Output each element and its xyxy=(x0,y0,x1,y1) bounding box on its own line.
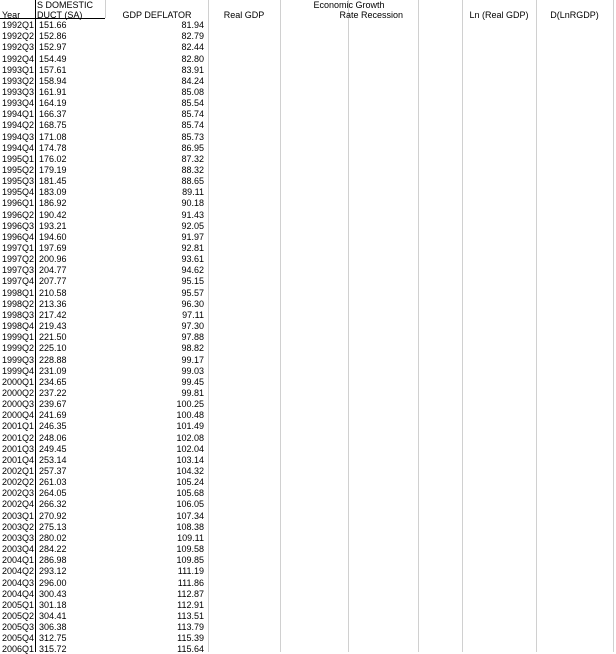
cell-gdp[interactable]: 152.86 xyxy=(39,31,67,42)
cell-gdp-deflator[interactable]: 113.79 xyxy=(177,622,204,633)
cell-gdp-deflator[interactable]: 102.08 xyxy=(176,432,204,443)
cell-gdp[interactable]: 200.96 xyxy=(39,254,67,265)
cell-year[interactable]: 1992Q3 xyxy=(2,42,35,53)
cell-gdp-deflator[interactable]: 99.03 xyxy=(181,365,204,376)
cell-year[interactable]: 1998Q3 xyxy=(2,309,35,320)
header-growth-line2[interactable]: Rate xyxy=(339,10,359,20)
column-border xyxy=(536,0,537,652)
cell-year[interactable]: 1996Q1 xyxy=(2,198,35,209)
cell-gdp-deflator[interactable]: 102.04 xyxy=(176,443,204,454)
cell-gdp-deflator[interactable]: 85.08 xyxy=(181,86,204,97)
cell-year[interactable]: 2004Q2 xyxy=(2,566,35,577)
column-border xyxy=(418,0,419,652)
cell-gdp[interactable]: 293.12 xyxy=(39,566,67,577)
cell-gdp-deflator[interactable]: 97.11 xyxy=(182,309,204,320)
cell-gdp-deflator[interactable]: 105.24 xyxy=(176,477,204,488)
cell-gdp-deflator[interactable]: 99.45 xyxy=(181,376,204,387)
cell-gdp-deflator[interactable]: 85.54 xyxy=(181,98,204,108)
cell-year[interactable]: 1996Q2 xyxy=(2,209,35,220)
header-gdp-line2[interactable]: DUCT (SA) xyxy=(37,10,83,20)
cell-year[interactable]: 1994Q2 xyxy=(2,120,35,131)
column-border xyxy=(348,0,349,652)
cell-gdp-deflator[interactable]: 109.11 xyxy=(177,532,204,543)
cell-gdp-deflator[interactable]: 113.51 xyxy=(177,611,204,621)
cell-gdp[interactable]: 158.94 xyxy=(39,75,67,86)
cell-gdp-deflator[interactable]: 88.32 xyxy=(181,165,204,175)
cell-year[interactable]: 2003Q4 xyxy=(2,544,35,555)
cell-year[interactable]: 1993Q3 xyxy=(2,86,35,97)
cell-year[interactable]: 2002Q4 xyxy=(2,499,35,510)
cell-year[interactable]: 1996Q3 xyxy=(2,220,35,231)
cell-year[interactable]: 2002Q1 xyxy=(2,466,35,476)
column-border xyxy=(613,0,614,652)
cell-gdp-deflator[interactable]: 101.49 xyxy=(176,421,204,432)
cell-gdp[interactable]: 161.91 xyxy=(39,86,67,97)
cell-gdp[interactable]: 300.43 xyxy=(39,588,67,599)
header-recession[interactable]: Recession xyxy=(360,10,404,20)
header-ln-real-gdp[interactable]: Ln (Real GDP) xyxy=(469,10,529,20)
header-growth-line1[interactable]: Economic Growth xyxy=(313,0,385,10)
cell-gdp-deflator[interactable]: 85.73 xyxy=(181,131,204,142)
cell-year[interactable]: 1998Q4 xyxy=(2,321,35,332)
cell-gdp[interactable]: 306.38 xyxy=(39,622,67,633)
cell-year[interactable]: 1995Q2 xyxy=(2,165,35,175)
column-border xyxy=(208,0,209,652)
cell-gdp-deflator[interactable]: 94.62 xyxy=(181,265,204,276)
cell-gdp[interactable]: 179.19 xyxy=(39,165,67,175)
cell-gdp[interactable]: 286.98 xyxy=(39,555,67,566)
cell-gdp-deflator[interactable]: 84.24 xyxy=(181,75,204,86)
cell-gdp[interactable]: 246.35 xyxy=(39,421,67,432)
cell-year[interactable]: 2000Q4 xyxy=(2,410,35,421)
cell-year[interactable]: 1994Q4 xyxy=(2,142,35,153)
cell-gdp-deflator[interactable]: 115.39 xyxy=(177,633,204,644)
cell-gdp-deflator[interactable]: 99.81 xyxy=(181,387,204,398)
cell-year[interactable]: 1997Q1 xyxy=(2,243,35,253)
cell-year[interactable]: 1992Q4 xyxy=(2,53,35,64)
cell-gdp[interactable]: 253.14 xyxy=(39,454,67,465)
cell-gdp-deflator[interactable]: 85.74 xyxy=(181,120,204,131)
cell-year[interactable]: 1999Q3 xyxy=(2,354,35,365)
cell-year[interactable]: 1995Q1 xyxy=(2,153,35,164)
column-border xyxy=(462,0,463,652)
cell-year[interactable]: 2003Q1 xyxy=(2,510,35,521)
cell-year[interactable]: 1999Q4 xyxy=(2,365,35,376)
header-gdp-deflator[interactable]: GDP DEFLATOR xyxy=(122,10,192,20)
cell-gdp-deflator[interactable]: 93.61 xyxy=(181,254,204,265)
cell-gdp-deflator[interactable]: 87.32 xyxy=(181,153,204,164)
cell-gdp[interactable]: 152.97 xyxy=(39,42,67,53)
cell-gdp-deflator[interactable]: 82.80 xyxy=(181,53,204,64)
cell-gdp[interactable]: 174.78 xyxy=(39,142,67,153)
cell-gdp[interactable]: 257.37 xyxy=(39,466,67,476)
cell-year[interactable]: 2000Q1 xyxy=(2,376,35,387)
cell-year[interactable]: 2005Q1 xyxy=(2,599,35,610)
cell-gdp-deflator[interactable]: 92.05 xyxy=(181,220,204,231)
cell-gdp[interactable]: 193.21 xyxy=(39,220,67,231)
cell-gdp[interactable]: 181.45 xyxy=(39,176,67,187)
cell-gdp-deflator[interactable]: 85.74 xyxy=(181,109,204,120)
cell-gdp-deflator[interactable]: 109.58 xyxy=(176,544,204,555)
cell-gdp[interactable]: 186.92 xyxy=(39,198,67,209)
cell-year[interactable]: 1994Q3 xyxy=(2,131,35,142)
cell-year[interactable]: 2001Q4 xyxy=(2,454,35,465)
cell-gdp[interactable]: 315.72 xyxy=(39,644,67,654)
cell-gdp[interactable]: 270.92 xyxy=(39,510,67,521)
cell-year[interactable]: 2005Q2 xyxy=(2,611,35,621)
cell-gdp[interactable]: 301.18 xyxy=(39,599,67,610)
cell-gdp-deflator[interactable]: 82.44 xyxy=(181,42,204,53)
cell-gdp[interactable]: 176.02 xyxy=(39,153,67,164)
cell-year[interactable]: 2005Q4 xyxy=(2,633,35,644)
cell-gdp[interactable]: 249.45 xyxy=(39,443,67,454)
cell-gdp[interactable]: 234.65 xyxy=(39,376,67,387)
cell-gdp-deflator[interactable]: 112.87 xyxy=(177,588,204,599)
cell-year[interactable]: 1998Q2 xyxy=(2,298,35,309)
cell-gdp[interactable]: 264.05 xyxy=(39,488,67,499)
cell-year[interactable]: 1993Q4 xyxy=(2,98,35,108)
cell-year[interactable]: 1998Q1 xyxy=(2,287,35,298)
cell-year[interactable]: 1992Q2 xyxy=(2,31,35,42)
cell-gdp[interactable]: 219.43 xyxy=(39,321,67,332)
cell-year[interactable]: 2001Q2 xyxy=(2,432,35,443)
cell-gdp-deflator[interactable]: 89.11 xyxy=(182,187,204,198)
cell-gdp[interactable]: 190.42 xyxy=(39,209,67,220)
column-border xyxy=(280,0,281,652)
cell-gdp[interactable]: 225.10 xyxy=(39,343,67,354)
cell-year[interactable]: 1999Q2 xyxy=(2,343,35,354)
cell-year[interactable]: 2000Q2 xyxy=(2,387,35,398)
cell-gdp-deflator[interactable]: 95.57 xyxy=(181,287,204,298)
cell-year[interactable]: 2005Q3 xyxy=(2,622,35,633)
cell-gdp[interactable]: 239.67 xyxy=(39,399,67,410)
cell-gdp[interactable]: 197.69 xyxy=(39,243,67,253)
cell-gdp-deflator[interactable]: 106.05 xyxy=(176,499,204,510)
cell-gdp-deflator[interactable]: 82.79 xyxy=(181,31,204,42)
cell-gdp[interactable]: 248.06 xyxy=(39,432,67,443)
cell-gdp[interactable]: 228.88 xyxy=(39,354,67,365)
cell-gdp[interactable]: 166.37 xyxy=(39,109,67,120)
cell-year[interactable]: 1997Q3 xyxy=(2,265,35,276)
cell-gdp-deflator[interactable]: 100.48 xyxy=(176,410,204,421)
cell-gdp-deflator[interactable]: 107.34 xyxy=(176,510,204,521)
cell-gdp[interactable]: 221.50 xyxy=(39,332,67,343)
cell-year[interactable]: 1992Q1 xyxy=(2,20,35,30)
header-real-gdp[interactable]: Real GDP xyxy=(223,10,265,20)
cell-year[interactable]: 1993Q2 xyxy=(2,75,35,86)
cell-year[interactable]: 2000Q3 xyxy=(2,399,35,410)
cell-year[interactable]: 2004Q4 xyxy=(2,588,35,599)
cell-gdp[interactable]: 204.77 xyxy=(39,265,67,276)
cell-gdp-deflator[interactable]: 81.94 xyxy=(181,20,204,30)
cell-gdp[interactable]: 217.42 xyxy=(39,309,67,320)
cell-gdp[interactable]: 231.09 xyxy=(39,365,67,376)
header-gdp-line1[interactable]: S DOMESTIC xyxy=(37,0,94,10)
cell-year[interactable]: 2004Q3 xyxy=(2,577,35,588)
cell-gdp-deflator[interactable]: 91.43 xyxy=(181,209,204,220)
cell-gdp[interactable]: 266.32 xyxy=(39,499,67,510)
cell-gdp-deflator[interactable]: 115.64 xyxy=(177,644,204,654)
cell-year[interactable]: 1995Q4 xyxy=(2,187,35,198)
cell-gdp[interactable]: 304.41 xyxy=(39,611,67,621)
cell-gdp[interactable]: 164.19 xyxy=(39,98,67,108)
cell-gdp-deflator[interactable]: 111.86 xyxy=(177,577,204,588)
cell-gdp-deflator[interactable]: 95.15 xyxy=(181,276,204,287)
cell-gdp-deflator[interactable]: 103.14 xyxy=(176,454,204,465)
cell-gdp[interactable]: 241.69 xyxy=(39,410,67,421)
cell-year[interactable]: 2004Q1 xyxy=(2,555,35,566)
cell-gdp-deflator[interactable]: 88.65 xyxy=(181,176,204,187)
cell-year[interactable]: 1995Q3 xyxy=(2,176,35,187)
cell-gdp-deflator[interactable]: 97.30 xyxy=(181,321,204,332)
cell-year[interactable]: 2002Q2 xyxy=(2,477,35,488)
cell-gdp-deflator[interactable]: 83.91 xyxy=(181,64,204,75)
cell-year[interactable]: 2002Q3 xyxy=(2,488,35,499)
cell-gdp[interactable]: 207.77 xyxy=(39,276,67,287)
cell-gdp-deflator[interactable]: 112.91 xyxy=(177,599,204,610)
cell-year[interactable]: 1999Q1 xyxy=(2,332,35,343)
column-border xyxy=(35,0,36,652)
cell-gdp[interactable]: 183.09 xyxy=(39,187,67,198)
cell-year[interactable]: 1997Q2 xyxy=(2,254,35,265)
cell-gdp[interactable]: 157.61 xyxy=(39,64,67,75)
cell-year[interactable]: 1993Q1 xyxy=(2,64,35,75)
cell-gdp[interactable]: 168.75 xyxy=(39,120,67,131)
cell-gdp-deflator[interactable]: 109.85 xyxy=(176,555,204,566)
cell-gdp-deflator[interactable]: 111.19 xyxy=(177,566,204,577)
header-d-ln-rgdp[interactable]: D(LnRGDP) xyxy=(550,10,599,20)
cell-year[interactable]: 2003Q2 xyxy=(2,521,35,532)
cell-year[interactable]: 2001Q3 xyxy=(2,443,35,454)
cell-gdp-deflator[interactable]: 99.17 xyxy=(181,354,204,365)
cell-gdp[interactable]: 261.03 xyxy=(39,477,67,488)
cell-gdp[interactable]: 284.22 xyxy=(39,544,67,555)
cell-gdp[interactable]: 237.22 xyxy=(39,387,67,398)
cell-gdp[interactable]: 210.58 xyxy=(39,287,67,298)
cell-gdp-deflator[interactable]: 97.88 xyxy=(181,332,204,343)
cell-gdp-deflator[interactable]: 104.32 xyxy=(176,466,204,476)
cell-year[interactable]: 2003Q3 xyxy=(2,532,35,543)
cell-gdp-deflator[interactable]: 96.30 xyxy=(181,298,204,309)
cell-gdp-deflator[interactable]: 105.68 xyxy=(176,488,204,499)
cell-gdp-deflator[interactable]: 91.97 xyxy=(181,231,204,242)
cell-gdp-deflator[interactable]: 86.95 xyxy=(181,142,204,153)
cell-year[interactable]: 1996Q4 xyxy=(2,231,35,242)
header-year[interactable]: Year xyxy=(2,10,21,20)
cell-gdp[interactable]: 151.66 xyxy=(39,20,67,30)
cell-gdp[interactable]: 280.02 xyxy=(39,532,67,543)
cell-gdp-deflator[interactable]: 90.18 xyxy=(181,198,204,209)
cell-gdp[interactable]: 275.13 xyxy=(39,521,67,532)
cell-year[interactable]: 2001Q1 xyxy=(2,421,35,432)
cell-gdp[interactable]: 296.00 xyxy=(39,577,67,588)
cell-year[interactable]: 2006Q1 xyxy=(2,644,35,654)
cell-gdp-deflator[interactable]: 92.81 xyxy=(181,243,204,253)
cell-gdp-deflator[interactable]: 108.38 xyxy=(176,521,204,532)
cell-gdp[interactable]: 171.08 xyxy=(39,131,67,142)
cell-gdp-deflator[interactable]: 98.82 xyxy=(181,343,204,354)
cell-gdp[interactable]: 154.49 xyxy=(39,53,67,64)
cell-year[interactable]: 1997Q4 xyxy=(2,276,35,287)
cell-gdp[interactable]: 194.60 xyxy=(39,231,67,242)
cell-gdp-deflator[interactable]: 100.25 xyxy=(176,399,204,410)
cell-gdp[interactable]: 312.75 xyxy=(39,633,67,644)
cell-year[interactable]: 1994Q1 xyxy=(2,109,35,120)
cell-gdp[interactable]: 213.36 xyxy=(39,298,67,309)
